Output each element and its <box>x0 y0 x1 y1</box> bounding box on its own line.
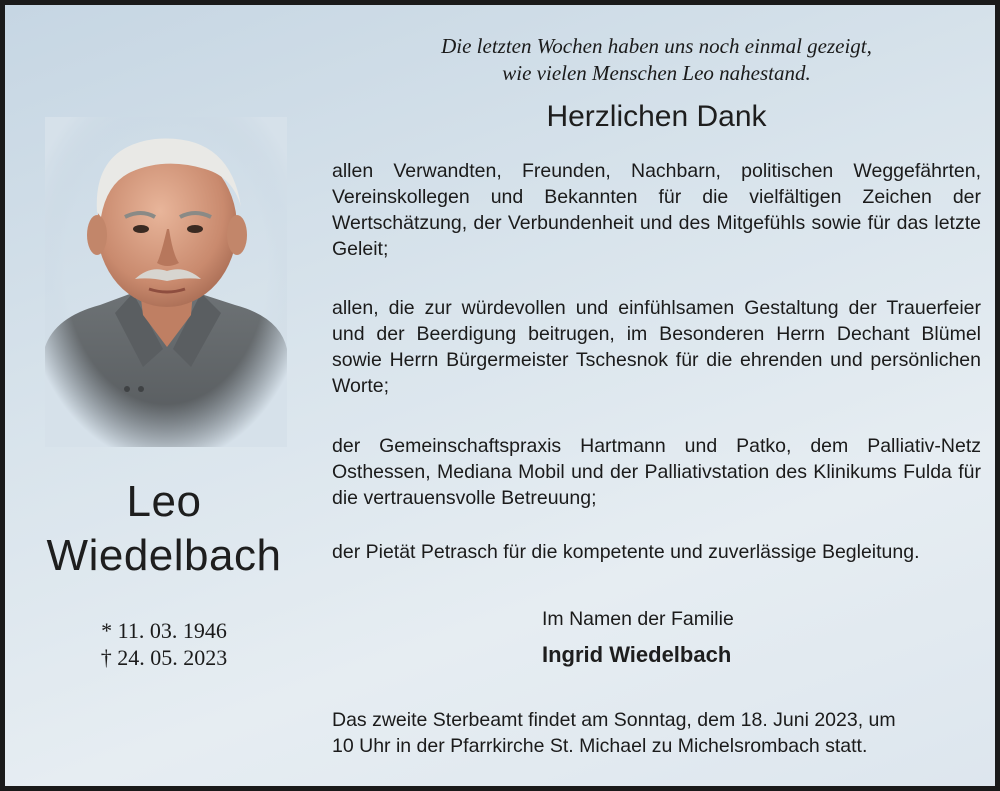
life-dates <box>5 617 323 671</box>
intro-line: wie vielen Menschen Leo nahestand. <box>502 61 811 85</box>
obituary-notice <box>5 5 995 786</box>
thanks-paragraph: allen, die zur würdevollen und einfühlsamen Gestaltung der Trauerfeier und der Beerdigung beitrugen, im Besonderen Herrn Dechant Blümel sowie Herrn Bürgermeister Tschesnok für die ehrenden und persönlichen Worte; <box>332 297 981 397</box>
portrait-photo <box>45 117 287 447</box>
service-line: 10 Uhr in der Pfarrkirche St. Michael zu Michelsrombach statt. <box>332 735 868 757</box>
death-date: † 24. 05. 2023 <box>100 645 228 670</box>
deceased-last-name: Wiedelbach <box>46 531 282 580</box>
signature-name: Ingrid Wiedelbach <box>542 642 732 667</box>
thanks-paragraph: der Pietät Petrasch für die kompetente und zuverlässige Begleitung. <box>332 541 920 563</box>
thanks-heading: Herzlichen Dank <box>546 100 767 133</box>
memorial-service-note <box>332 707 981 759</box>
birth-date: * 11. 03. 1946 <box>101 618 227 643</box>
service-line: Das zweite Sterbeamt findet am Sonntag, dem 18. Juni 2023, um <box>332 709 896 731</box>
intro-text <box>332 33 981 87</box>
intro-line: Die letzten Wochen haben uns noch einmal gezeigt, <box>441 34 872 58</box>
thanks-paragraph: der Gemeinschaftspraxis Hartmann und Patko, dem Palliativ-Netz Osthessen, Mediana Mobil und der Palliativstation des Klinikums Fulda für die vertrauensvolle Betreuung; <box>332 435 981 509</box>
thanks-paragraph: allen Verwandten, Freunden, Nachbarn, politischen Weggefährten, Vereinskollegen und Bekannten für die vielfältigen Zeichen der Wertschätzung, der Verbundenheit und des Mitgefühls sowie für das letzte Geleit; <box>332 160 981 260</box>
deceased-first-name: Leo <box>126 477 202 526</box>
signature-label: Im Namen der Familie <box>542 608 734 630</box>
